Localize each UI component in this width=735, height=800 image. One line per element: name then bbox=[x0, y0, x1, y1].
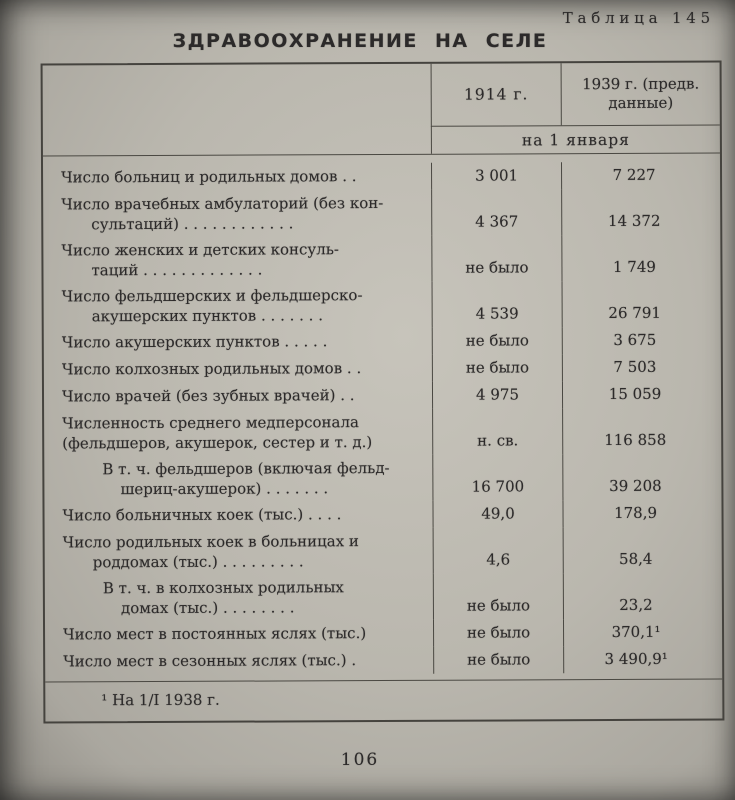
row-label bbox=[44, 409, 432, 457]
row-label-line: Число родильных коек в больницах и bbox=[62, 532, 359, 552]
value-1914: не было bbox=[432, 354, 562, 382]
row-label-line: Число врачей (без зубных врачей) . . bbox=[61, 386, 355, 406]
table-number-label: Таблица 145 bbox=[562, 9, 715, 27]
table-row bbox=[45, 573, 722, 622]
value-1914: не было bbox=[431, 235, 561, 282]
row-label bbox=[44, 355, 432, 384]
header-1939: 1939 г. (предв. данные) bbox=[561, 63, 720, 126]
value-1939: 23,2 bbox=[563, 573, 722, 620]
value-1914: 4 975 bbox=[432, 381, 562, 409]
value-1939: 7 227 bbox=[561, 162, 720, 190]
value-1914: 49,0 bbox=[432, 500, 562, 528]
value-1914: 4 539 bbox=[432, 281, 562, 328]
row-label-line: (фельдшеров, акушерок, сестер и т. д.) bbox=[62, 433, 373, 453]
value-1914: не было bbox=[433, 573, 563, 620]
value-1939: 58,4 bbox=[563, 527, 722, 574]
value-1939: 370,1¹ bbox=[563, 619, 722, 647]
value-1939: 1 749 bbox=[561, 235, 720, 282]
row-label-line: сультаций) . . . . . . . . . . . . bbox=[91, 214, 294, 234]
row-label-line: Число мест в сезонных яслях (тыс.) . bbox=[63, 651, 357, 671]
value-1939: 14 372 bbox=[561, 189, 720, 236]
row-label-line: Число акушерских пунктов . . . . . bbox=[61, 332, 328, 352]
row-label-line: Число колхозных родильных домов . . bbox=[61, 359, 362, 379]
table-row bbox=[44, 381, 721, 411]
row-label-line: Число больниц и родильных домов . . bbox=[61, 167, 357, 187]
row-label bbox=[45, 647, 433, 676]
row-label-line: таций . . . . . . . . . . . . . bbox=[91, 260, 263, 280]
value-1939: 26 791 bbox=[562, 281, 721, 328]
statistics-table bbox=[41, 61, 725, 724]
value-1939: 116 858 bbox=[562, 408, 721, 455]
value-1939: 7 503 bbox=[562, 354, 721, 382]
value-1914: 16 700 bbox=[432, 454, 562, 501]
row-label bbox=[45, 574, 433, 622]
value-1914: 3 001 bbox=[431, 162, 561, 190]
value-1939: 3 490,9¹ bbox=[563, 646, 722, 674]
table-row bbox=[44, 454, 721, 503]
table-row bbox=[45, 646, 722, 676]
value-1939: 15 059 bbox=[562, 381, 721, 409]
row-label bbox=[44, 501, 432, 530]
row-label-line: Численность среднего медперсонала bbox=[62, 413, 359, 433]
row-label bbox=[45, 620, 433, 649]
value-1914: не было bbox=[433, 646, 563, 674]
value-1914: не было bbox=[433, 619, 563, 647]
row-label bbox=[43, 236, 431, 284]
table-row bbox=[44, 327, 721, 357]
row-label bbox=[44, 455, 432, 503]
row-label-line: Число врачебных амбулаторий (без кон- bbox=[61, 193, 384, 214]
row-label-line: Число женских и детских консуль- bbox=[61, 240, 339, 260]
page-number: 106 bbox=[340, 750, 380, 770]
page-title: ЗДРАВООХРАНЕНИЕ НА СЕЛЕ bbox=[172, 30, 548, 52]
row-label bbox=[44, 282, 432, 330]
value-1914: н. св. bbox=[432, 408, 562, 455]
row-label-line: Число больничных коек (тыс.) . . . . bbox=[62, 505, 342, 525]
row-label-line: Число мест в постоянных яслях (тыс.) bbox=[63, 624, 367, 644]
table-row bbox=[44, 281, 721, 330]
row-label-line: В т. ч. в колхозных родильных bbox=[102, 578, 344, 598]
header-1914: 1914 г. bbox=[431, 63, 561, 126]
table-body bbox=[43, 154, 722, 682]
table-subheader-row bbox=[43, 125, 720, 157]
table-row bbox=[43, 235, 720, 284]
table-row bbox=[44, 500, 721, 530]
value-1914: не было bbox=[432, 327, 562, 355]
footnote: ¹ На 1/I 1938 г. bbox=[45, 679, 722, 722]
value-1914: 4,6 bbox=[433, 527, 563, 574]
table-row bbox=[43, 189, 720, 238]
table-row bbox=[44, 408, 721, 457]
table-header-row bbox=[43, 63, 720, 128]
row-label bbox=[43, 190, 431, 238]
row-label-line: домах (тыс.) . . . . . . . . bbox=[120, 598, 295, 618]
value-1939: 39 208 bbox=[562, 454, 721, 501]
table-row bbox=[45, 619, 722, 649]
value-1914: 4 367 bbox=[431, 189, 561, 236]
value-1939: 178,9 bbox=[562, 500, 721, 528]
table-row bbox=[43, 162, 720, 192]
row-label bbox=[44, 382, 432, 411]
row-label bbox=[45, 528, 433, 576]
row-label-line: В т. ч. фельдшеров (включая фельд- bbox=[102, 458, 390, 479]
header-empty-cell bbox=[43, 64, 431, 128]
table-row bbox=[45, 527, 722, 576]
row-label bbox=[44, 328, 432, 357]
table-row bbox=[44, 354, 721, 384]
row-label-line: шериц-акушерок) . . . . . . . bbox=[120, 479, 329, 499]
subheader-date: на 1 января bbox=[431, 125, 720, 154]
value-1939: 3 675 bbox=[562, 327, 721, 355]
row-label-line: роддомах (тыс.) . . . . . . . . . bbox=[92, 552, 304, 572]
subheader-empty-cell bbox=[43, 126, 431, 156]
row-label bbox=[43, 163, 431, 192]
row-label-line: акушерских пунктов . . . . . . . bbox=[91, 306, 324, 326]
row-label-line: Число фельдшерских и фельдшерско- bbox=[61, 286, 363, 306]
